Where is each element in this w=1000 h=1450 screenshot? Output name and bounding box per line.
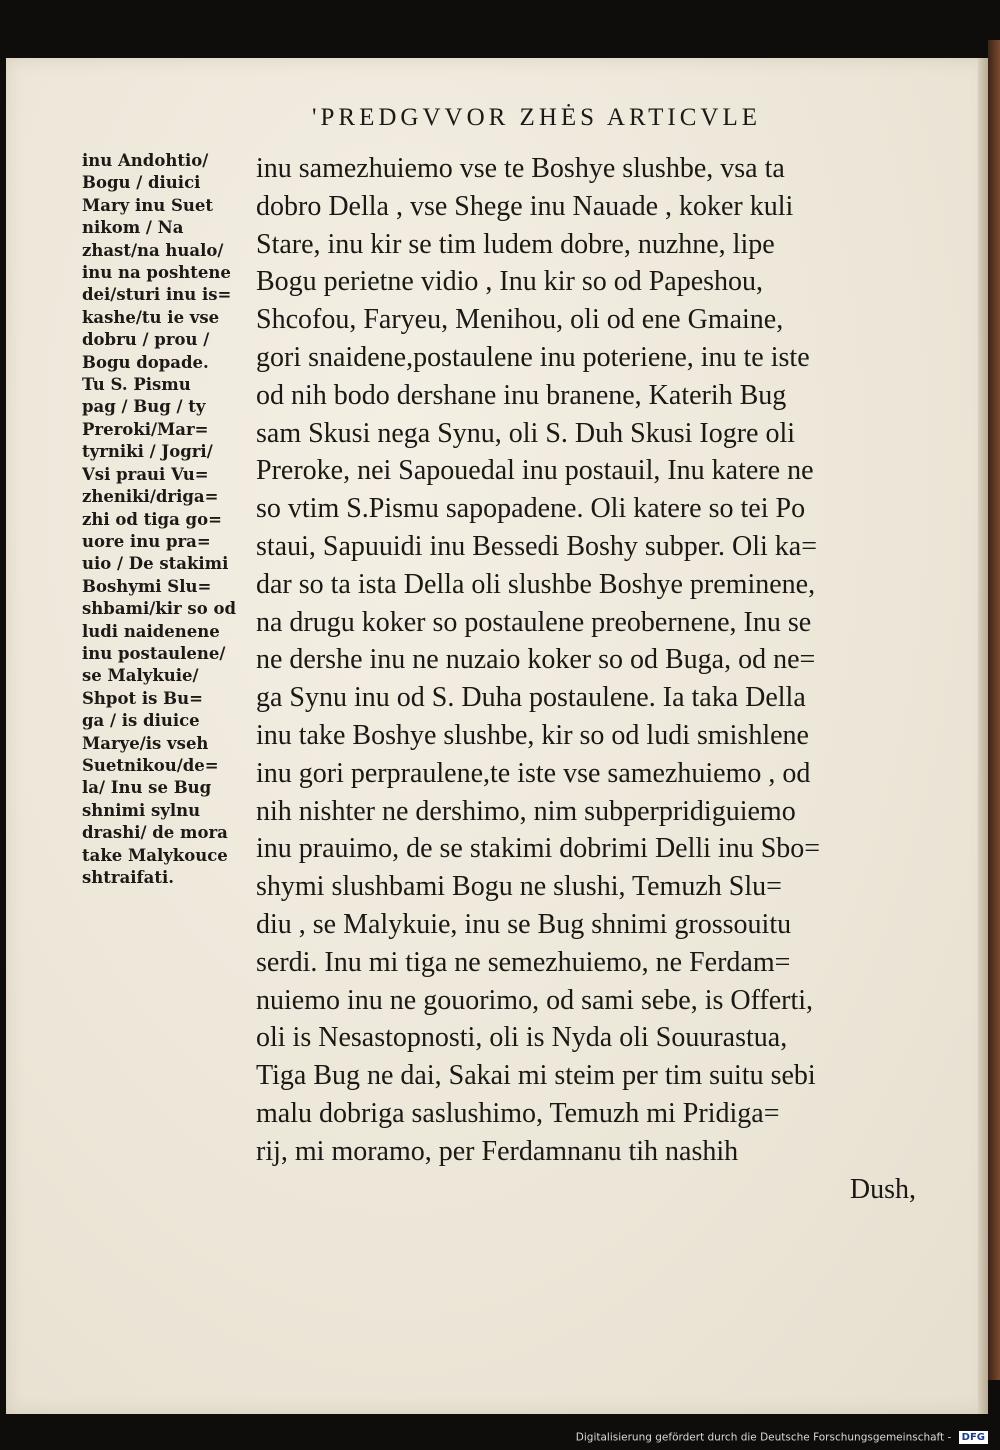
book-binding xyxy=(988,40,1000,1380)
marginal-line: kashe/tu ie vse xyxy=(82,307,220,327)
text-line: nih nishter ne dershimo, nim subperpridiguiemo xyxy=(256,795,796,827)
marginal-line: shtraifati. xyxy=(82,868,174,887)
text-line: dobro Della , vse Shege inu Nauade , koker kuli xyxy=(256,190,794,222)
text-line: inu gori perpraulene,te iste vse samezhuiemo , od xyxy=(256,757,811,789)
marginal-line: dei/sturi inu is= xyxy=(82,285,232,305)
text-line: od nih bodo dershane inu branene, Katerih Bug xyxy=(256,379,787,411)
marginal-line: Bogu dopade. xyxy=(82,352,209,372)
marginal-line: pag / Bug / ty xyxy=(82,397,206,417)
marginal-line: Suetnikou/de= xyxy=(82,755,219,775)
text-line: dar so ta ista Della oli slushbe Boshye preminene, xyxy=(256,568,816,600)
marginal-line: ludi naidenene xyxy=(82,621,220,641)
text-line: ne dershe inu ne nuzaio koker so od Buga, od ne= xyxy=(256,644,816,676)
text-line: inu prauimo, de se stakimi dobrimi Delli inu Sbo= xyxy=(256,833,821,865)
running-head: 'PREDGVVOR ZHĖS ARTICVLE xyxy=(312,104,762,131)
marginal-line: take Malykouce xyxy=(82,845,228,865)
text-line: ga Synu inu od S. Duha postaulene. Ia taka Della xyxy=(256,682,806,714)
text-line: nuiemo inu ne gouorimo, od sami sebe, is Offerti, xyxy=(256,984,814,1016)
marginal-line: ga / is diuice xyxy=(82,711,200,731)
marginal-line: Tu S. Pismu xyxy=(82,375,191,395)
text-line: Dush, xyxy=(849,1173,916,1205)
marginal-line: se Malykuie/ xyxy=(82,666,199,686)
text-line: na drugu koker so postaulene preobernene, Inu se xyxy=(256,606,812,638)
marginal-line: Boshymi Slu= xyxy=(82,576,212,596)
digitization-credit xyxy=(0,1431,988,1444)
page-edge xyxy=(978,58,988,1414)
marginal-line: dobru / prou / xyxy=(82,330,210,350)
text-line: malu dobriga saslushimo, Temuzh mi Pridiga= xyxy=(256,1097,780,1129)
text-line: Shcofou, Faryeu, Menihou, oli od ene Gmaine, xyxy=(256,304,784,336)
marginal-gloss xyxy=(82,150,252,889)
marginal-line: tyrniki / Jogri/ xyxy=(82,442,213,462)
marginal-line: Vsi praui Vu= xyxy=(82,464,209,484)
marginal-line: zhast/na hualo/ xyxy=(82,240,224,260)
text-line: shymi slushbami Bogu ne slushi, Temuzh Slu= xyxy=(256,871,782,903)
marginal-line: Shpot is Bu= xyxy=(82,688,203,708)
marginal-line: uore inu pra= xyxy=(82,531,211,551)
marginal-line: la/ Inu se Bug xyxy=(82,778,212,798)
text-line: diu , se Malykuie, inu se Bug shnimi grossouitu xyxy=(256,908,792,940)
text-line: Tiga Bug ne dai, Sakai mi steim per tim suitu sebi xyxy=(256,1060,816,1092)
main-text-block xyxy=(256,150,916,1208)
marginal-line: Preroki/Mar= xyxy=(82,419,209,439)
marginal-line: nikom / Na xyxy=(82,218,184,238)
marginal-line: drashi/ de mora xyxy=(82,823,228,843)
marginal-line: uio / De stakimi xyxy=(82,554,229,574)
text-line: serdi. Inu mi tiga ne semezhuiemo, ne Ferdam= xyxy=(256,946,791,978)
marginal-line: zhi od tiga go= xyxy=(82,509,222,529)
footer-credit-text: Digitalisierung gefördert durch die Deutsche Forschungsgemeinschaft - xyxy=(575,1431,952,1444)
text-line: Bogu perietne vidio , Inu kir so od Papeshou, xyxy=(256,266,764,298)
marginal-line: shbami/kir so od xyxy=(82,599,236,619)
marginal-line: Bogu / diuici xyxy=(82,173,201,193)
text-line: gori snaidene,postaulene inu poteriene, inu te iste xyxy=(256,341,810,373)
marginal-line: Marye/is vseh xyxy=(82,733,209,753)
marginal-line: inu Andohtio/ xyxy=(82,151,209,170)
text-line: Preroke, nei Sapouedal inu postauil, Inu katere ne xyxy=(256,455,814,487)
text-line: rij, mi moramo, per Ferdamnanu tih nashih xyxy=(256,1135,739,1167)
text-line: so vtim S.Pismu sapopadene. Oli katere so tei Po xyxy=(256,493,806,525)
text-line: inu take Boshye slushbe, kir so od ludi smishlene xyxy=(256,719,809,751)
marginal-line: shnimi sylnu xyxy=(82,800,201,820)
text-line: staui, Sapuuidi inu Bessedi Boshy subper. Oli ka= xyxy=(256,530,817,562)
marginal-line: inu postaulene/ xyxy=(82,643,226,663)
text-line: oli is Nesastopnosti, oli is Nyda oli Souurastua, xyxy=(256,1022,788,1054)
marginal-line: zheniki/driga= xyxy=(82,487,219,507)
marginal-line: inu na poshtene xyxy=(82,263,231,283)
marginal-line: Mary inu Suet xyxy=(82,195,214,215)
text-line: inu samezhuiemo vse te Boshye slushbe, vsa ta xyxy=(256,153,785,184)
text-line: sam Skusi nega Synu, oli S. Duh Skusi Iogre oli xyxy=(256,417,796,449)
text-line: Stare, inu kir se tim ludem dobre, nuzhne, lipe xyxy=(256,228,775,260)
dfg-logo: DFG xyxy=(959,1431,988,1444)
